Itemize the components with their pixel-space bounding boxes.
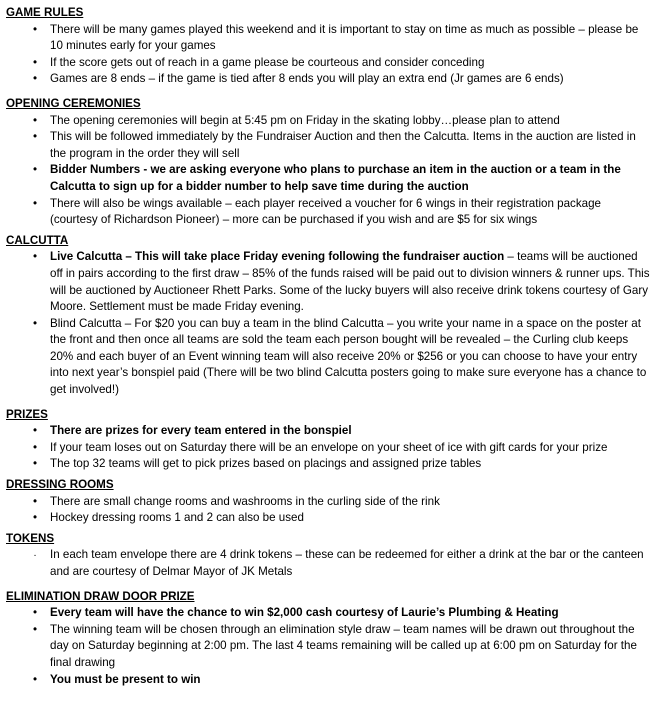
item-text: If the score gets out of reach in a game please be courteous and consider conceding xyxy=(50,55,485,69)
bullet-marker: • xyxy=(32,424,38,438)
list-item xyxy=(6,162,651,195)
section-prizes xyxy=(6,407,651,473)
bullet-marker: • xyxy=(32,130,38,144)
bullet-list xyxy=(6,494,651,527)
item-text: – teams will be auctioned off in pairs according to the first draw – 85% of the funds raised will be paid out to division winners & runner ups. This will be auctioned by Auctioneer Rhett Parks. Some of the lucky buyers will also receive drink tokens courtesy of Gary Moore. Settlement must be made Friday evening. xyxy=(50,250,650,314)
list-item xyxy=(6,196,651,229)
list-item xyxy=(6,440,651,457)
item-text: In each team envelope there are 4 drink tokens – these can be redeemed for either a drink at the bar or the canteen and are courtesy of Delmar Mayor of JK Metals xyxy=(50,548,644,578)
list-item xyxy=(6,249,651,315)
section-heading: TOKENS xyxy=(6,531,55,545)
bullet-list xyxy=(6,423,651,473)
bullet-marker: • xyxy=(32,511,38,525)
item-text: There will also be wings available – each player received a voucher for 6 wings in their registration package (courtesy of Richardson Pioneer) – more can be purchased if you wish and are $5 for six wings xyxy=(50,196,601,227)
bullet-list xyxy=(6,605,651,688)
bullet-marker: • xyxy=(32,316,38,330)
list-item xyxy=(6,316,651,399)
bullet-marker: • xyxy=(32,494,38,508)
section-heading: CALCUTTA xyxy=(6,233,69,247)
bullet-marker: • xyxy=(32,113,38,127)
list-item xyxy=(6,22,651,55)
list-item xyxy=(6,672,651,689)
list-item xyxy=(6,71,651,88)
list-item xyxy=(6,55,651,72)
list-item xyxy=(6,113,651,130)
section-heading: OPENING CEREMONIES xyxy=(6,96,141,110)
item-text: Games are 8 ends – if the game is tied after 8 ends you will play an extra end (Jr games are 6 ends) xyxy=(50,72,564,86)
list-item xyxy=(6,605,651,622)
section-opening-ceremonies xyxy=(6,96,651,229)
item-text: There will be many games played this weekend and it is important to stay on time as much as possible – please be 10 minutes early for your games xyxy=(50,22,639,53)
bullet-marker: • xyxy=(32,457,38,471)
bullet-list xyxy=(6,22,651,88)
section-calcutta xyxy=(6,233,651,399)
bullet-marker: • xyxy=(32,163,38,177)
item-text: If your team loses out on Saturday there will be an envelope on your sheet of ice with gift cards for your prize xyxy=(50,440,608,454)
bullet-marker: . xyxy=(33,548,37,560)
item-text-bold: Live Calcutta – This will take place Friday evening following the fundraiser auction xyxy=(50,250,505,264)
item-text-bold: There are prizes for every team entered in the bonspiel xyxy=(50,424,352,438)
list-item xyxy=(6,510,651,527)
item-text: Hockey dressing rooms 1 and 2 can also be used xyxy=(50,511,304,525)
item-text: There are small change rooms and washrooms in the curling side of the rink xyxy=(50,494,440,508)
list-item xyxy=(6,423,651,440)
bullet-marker: • xyxy=(32,55,38,69)
section-dressing-rooms xyxy=(6,477,651,527)
bullet-list xyxy=(6,113,651,229)
bullet-marker: • xyxy=(32,440,38,454)
item-text: The top 32 teams will get to pick prizes based on placings and assigned prize tables xyxy=(50,457,482,471)
item-text-bold: You must be present to win xyxy=(50,672,201,686)
item-text: This will be followed immediately by the Fundraiser Auction and then the Calcutta. Items in the auction are listed in the program in the order they will sell xyxy=(50,130,636,160)
bullet-marker: • xyxy=(32,72,38,86)
bullet-marker: • xyxy=(32,622,38,636)
bullet-marker: • xyxy=(32,22,38,36)
section-tokens xyxy=(6,531,651,581)
list-item xyxy=(6,547,651,580)
bullet-list xyxy=(6,547,651,580)
bullet-marker: • xyxy=(32,196,38,210)
section-heading: PRIZES xyxy=(6,407,48,421)
list-item xyxy=(6,456,651,473)
bullet-marker: • xyxy=(32,672,38,686)
item-text: The opening ceremonies will begin at 5:45 pm on Friday in the skating lobby…please plan to attend xyxy=(50,113,560,127)
list-item xyxy=(6,622,651,672)
list-item xyxy=(6,129,651,162)
list-item xyxy=(6,494,651,511)
section-game-rules xyxy=(6,5,651,88)
bullet-marker: • xyxy=(32,606,38,620)
section-heading: ELIMINATION DRAW DOOR PRIZE xyxy=(6,589,195,603)
item-text: Blind Calcutta – For $20 you can buy a team in the blind Calcutta – you write your name in a space on the poster at the front and then once all teams are sold the team each person bought will be revealed – the Curling club keeps 20% and each buyer of an Event winning team will also receive 20% or $256 or you can choose to have your entry into next year’s bonspiel paid (There will be two blind Calcutta posters going to make sure everyone has a chance to get involved!) xyxy=(50,316,647,397)
item-text-bold: Bidder Numbers - we are asking everyone who plans to purchase an item in the auction or a team in the Calcutta to sign up for a bidder number to help save time during the auction xyxy=(50,163,621,193)
bullet-list xyxy=(6,249,651,398)
item-text: The winning team will be chosen through an elimination style draw – team names will be drawn out throughout the day on Saturday beginning at 2:00 pm. The last 4 teams remaining will be called up at 6:00 pm on Saturday for the final drawing xyxy=(50,622,637,669)
item-text-bold: Every team will have the chance to win $2,000 cash courtesy of Laurie’s Plumbing & Heating xyxy=(50,606,559,620)
bullet-marker: • xyxy=(32,250,38,264)
section-heading: DRESSING ROOMS xyxy=(6,478,114,492)
section-heading: GAME RULES xyxy=(6,6,84,19)
section-elimination-draw xyxy=(6,589,651,689)
